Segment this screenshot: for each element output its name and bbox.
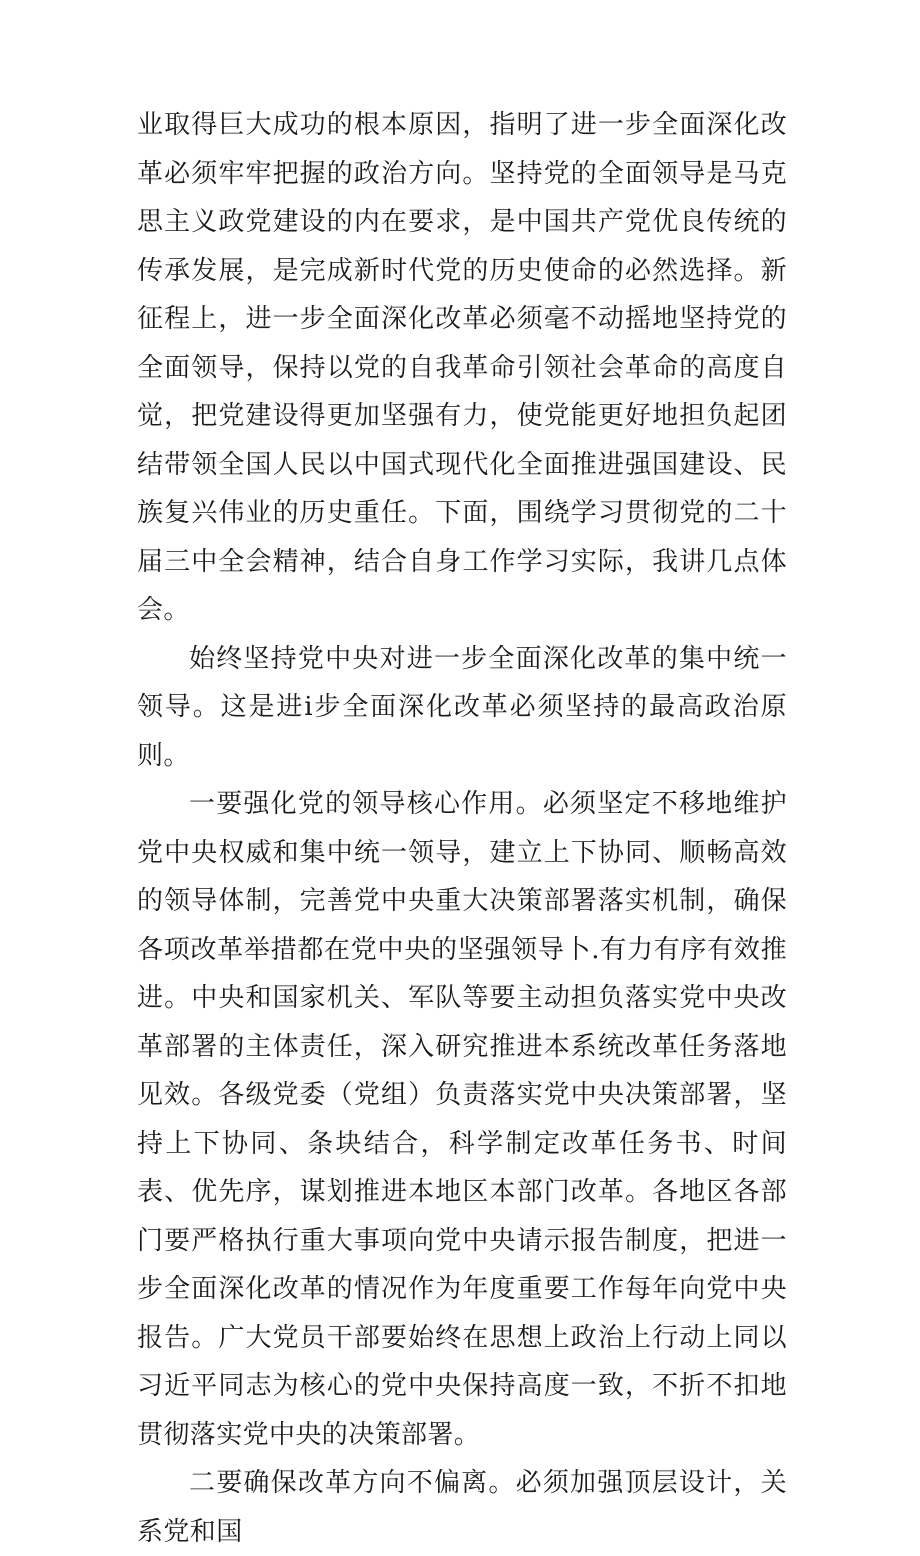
paragraph-continuation: 业取得巨大成功的根本原因，指明了进一步全面深化改革必须牢牢把握的政治方向。坚持党的全面领导是马克思主义政党建设的内在要求，是中国共产党优良传统的传承发展，是完成新时代党的历史使命的必然选择。新征程上，进一步全面深化改革必须毫不动摇地坚持党的全面领导，保持以党的自我革命引领社会革命的高度自觉，把党建设得更加坚强有力，使党能更好地担负起团结带领全国人民以中国式现代化全面推进强国建设、民族复兴伟业的历史重任。下面，围绕学习贯彻党的二十届三中全会精神，结合自身工作学习实际，我讲几点体会。 <box>137 110 787 625</box>
document-body <box>137 101 787 1556</box>
paragraph-point-one: 一要强化党的领导核心作用。必须坚定不移地维护党中央权威和集中统一领导，建立上下协同、顺畅高效的领导体制，完善党中央重大决策部署落实机制，确保各项改革举措都在党中央的坚强领导卜.有力有序有效推进。中央和国家机关、军队等要主动担负落实党中央改革部署的主体责任，深入研究推进本系统改革任务落地见效。各级党委（党组）负责落实党中央决策部署，坚持上下协同、条块结合，科学制定改革任务书、时间表、优先序，谋划推进本地区本部门改革。各地区各部门要严格执行重大事项向党中央请示报告制度，把进一步全面深化改革的情况作为年度重要工作每年向党中央报告。广大党员干部要始终在思想上政治上行动上同以习近平同志为核心的党中央保持高度一致，不折不扣地贯彻落实党中央的决策部署。 <box>137 789 787 1450</box>
paragraph-heading-principle: 始终坚持党中央对进一步全面深化改革的集中统一领导。这是进i步全面深化改革必须坚持的最高政治原则。 <box>137 643 787 771</box>
paragraph-point-two: 二要确保改革方向不偏离。必须加强顶层设计，关系党和国 <box>137 1468 787 1547</box>
